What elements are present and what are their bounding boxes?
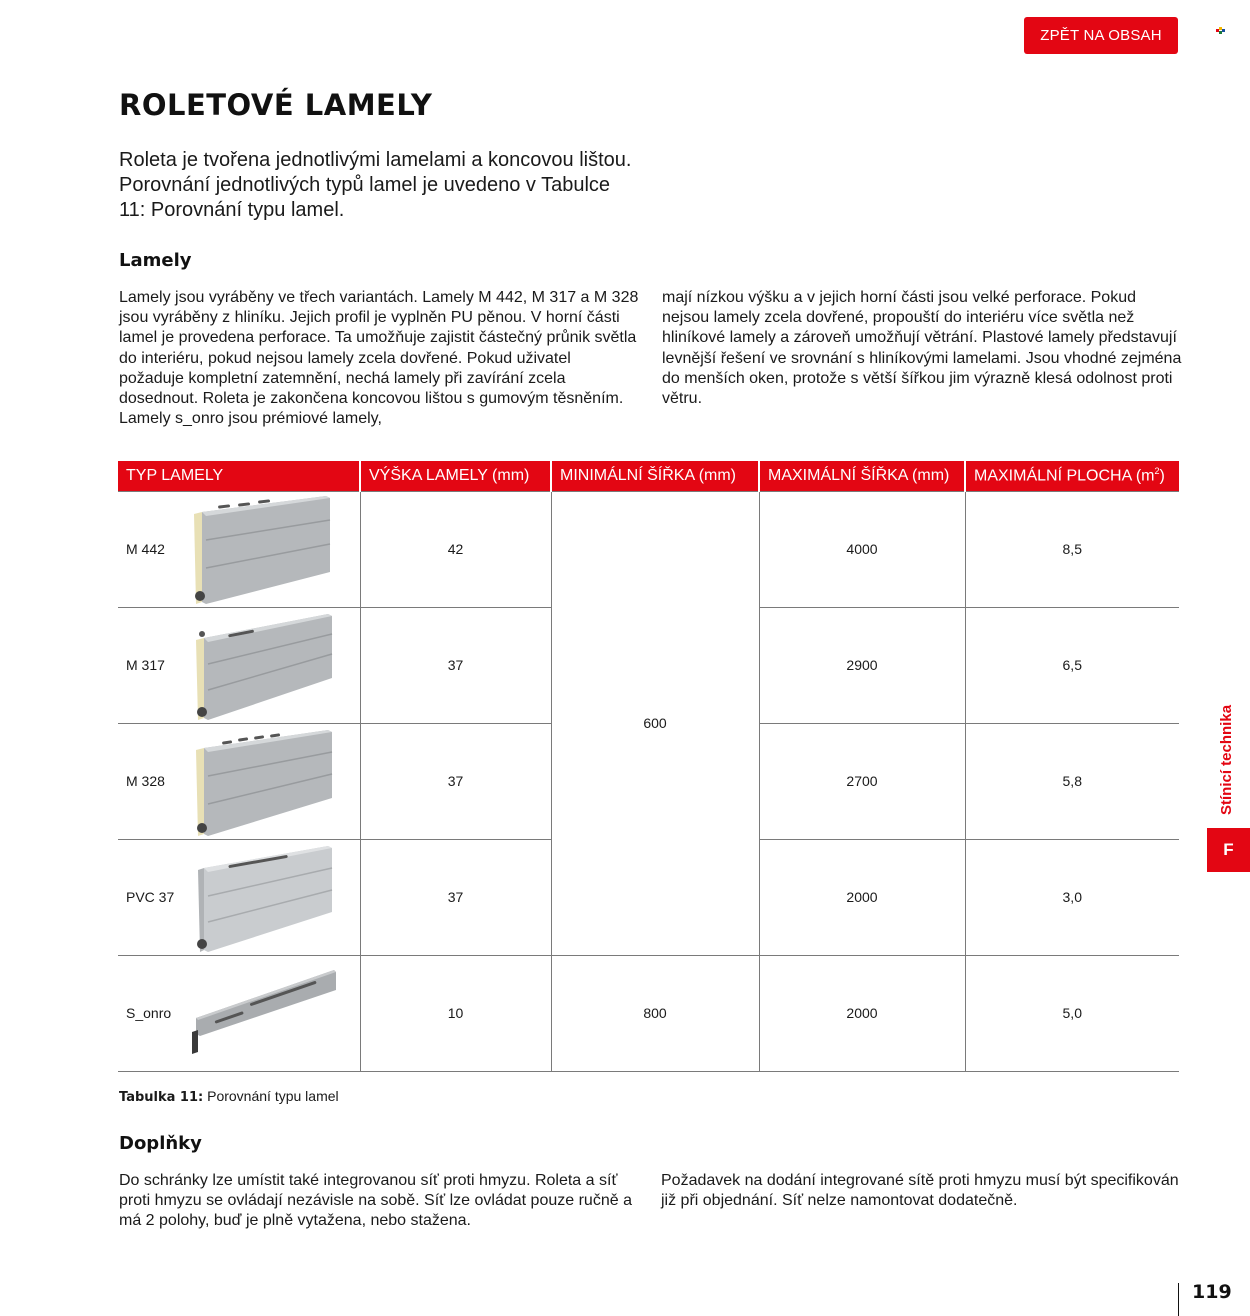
max-width-cell: 2000 [759, 955, 965, 1071]
header-height: VÝŠKA LAMELY (mm) [360, 461, 551, 491]
doplnky-text-column-1: Do schránky lze umístit také integrovanou síť proti hmyzu. Roleta a síť proti hmyzu se ovládají nezávisle na sobě. Síť lze ovládat pouze ručně a má 2 polohy, buď je plně vytažena, nebo stažena. [119, 1172, 632, 1230]
max-width-cell: 2700 [759, 723, 965, 839]
min-width-shared-cell: 600 [551, 491, 759, 955]
table-caption: Tabulka 11: Porovnání typu lamel [119, 1088, 339, 1105]
section-heading-lamely: Lamely [119, 250, 192, 271]
type-label: M 442 [126, 541, 165, 557]
intro-paragraph: Roleta je tvořena jednotlivými lamelami a koncovou lištou. Porovnání jednotlivých typů lamel je uvedeno v Tabulce 11: Porovnání typu lamel. [119, 149, 632, 221]
max-width-cell: 2000 [759, 839, 965, 955]
max-area-cell: 3,0 [965, 839, 1179, 955]
lamella-profile-image [188, 956, 358, 1072]
section-heading-doplnky: Doplňky [119, 1133, 202, 1154]
max-area-cell: 6,5 [965, 607, 1179, 723]
table-row [118, 955, 1179, 1071]
chapter-side-label: Stínicí technika [1218, 704, 1235, 815]
page-title: ROLETOVÉ LAMELY [119, 88, 433, 122]
type-label: M 328 [126, 773, 165, 789]
doplnky-text-column-2: Požadavek na dodání integrované sítě proti hmyzu musí být specifikován již při objednání. Síť nelze namontovat dodatečně. [661, 1172, 1179, 1210]
brand-dots-icon [1216, 27, 1226, 35]
type-cell [118, 607, 360, 723]
header-min-width: MINIMÁLNÍ ŠÍŘKA (mm) [551, 461, 759, 491]
page-number: 119 [1192, 1281, 1232, 1303]
max-area-cell: 5,8 [965, 723, 1179, 839]
height-cell: 10 [360, 955, 551, 1071]
max-area-cell: 5,0 [965, 955, 1179, 1071]
lamely-text-column-2: mají nízkou výšku a v jejich horní části jsou velké perforace. Pokud nejsou lamely zcela dovřené, propouští do interiéru více světla než hliníkové lamely a zároveň umožňují větrání. Plastové lamely představují levnější řešení ve srovnání s hliníkovými lamelami. Jsou vhodné zejména do menších oken, protože s větší šířkou jim výrazně klesá odolnost proti větru. [662, 289, 1182, 408]
lamella-profile-image [188, 608, 358, 724]
lamella-profile-image [188, 492, 358, 608]
type-label: S_onro [126, 1005, 172, 1021]
lamella-profile-image [188, 840, 358, 956]
type-cell [118, 955, 360, 1071]
height-cell: 37 [360, 607, 551, 723]
height-cell: 37 [360, 839, 551, 955]
max-area-cell: 8,5 [965, 491, 1179, 607]
lamely-text-column-1: Lamely jsou vyráběny ve třech variantách. Lamely M 442, M 317 a M 328 jsou vyráběny z hliníku. Jejich profil je vyplněn PU pěnou. V horní části lamel je provedena perforace. Ta umožňuje zajistit částečný průnik světla do interiéru, pokud nejsou lamely zcela dovřené. Pokud uživatel požaduje kompletní zatemnění, nechá lamely při zavírání zcela dosednout. Roleta je zakončena koncovou lištou s gumovým těsněním. Lamely s_onro jsou prémiové lamely, [119, 289, 639, 428]
page-number-divider [1178, 1283, 1179, 1316]
type-cell [118, 723, 360, 839]
max-width-cell: 2900 [759, 607, 965, 723]
lamella-comparison-table [118, 461, 1179, 1072]
height-cell: 37 [360, 723, 551, 839]
min-width-cell: 800 [551, 955, 759, 1071]
type-label: PVC 37 [126, 889, 175, 905]
header-max-width: MAXIMÁLNÍ ŠÍŘKA (mm) [759, 461, 965, 491]
header-type: TYP LAMELY [118, 461, 360, 491]
header-max-area: MAXIMÁLNÍ PLOCHA $(m^2)$ [965, 461, 1179, 491]
lamella-profile-image [188, 724, 358, 840]
height-cell: 42 [360, 491, 551, 607]
max-width-cell: 4000 [759, 491, 965, 607]
table-header-row [118, 461, 1179, 491]
type-label: M 317 [126, 657, 165, 673]
type-cell [118, 491, 360, 607]
table-row [118, 491, 1179, 607]
chapter-tab[interactable]: F [1207, 828, 1250, 872]
type-cell [118, 839, 360, 955]
back-to-contents-button[interactable]: ZPĚT NA OBSAH [1024, 17, 1178, 54]
